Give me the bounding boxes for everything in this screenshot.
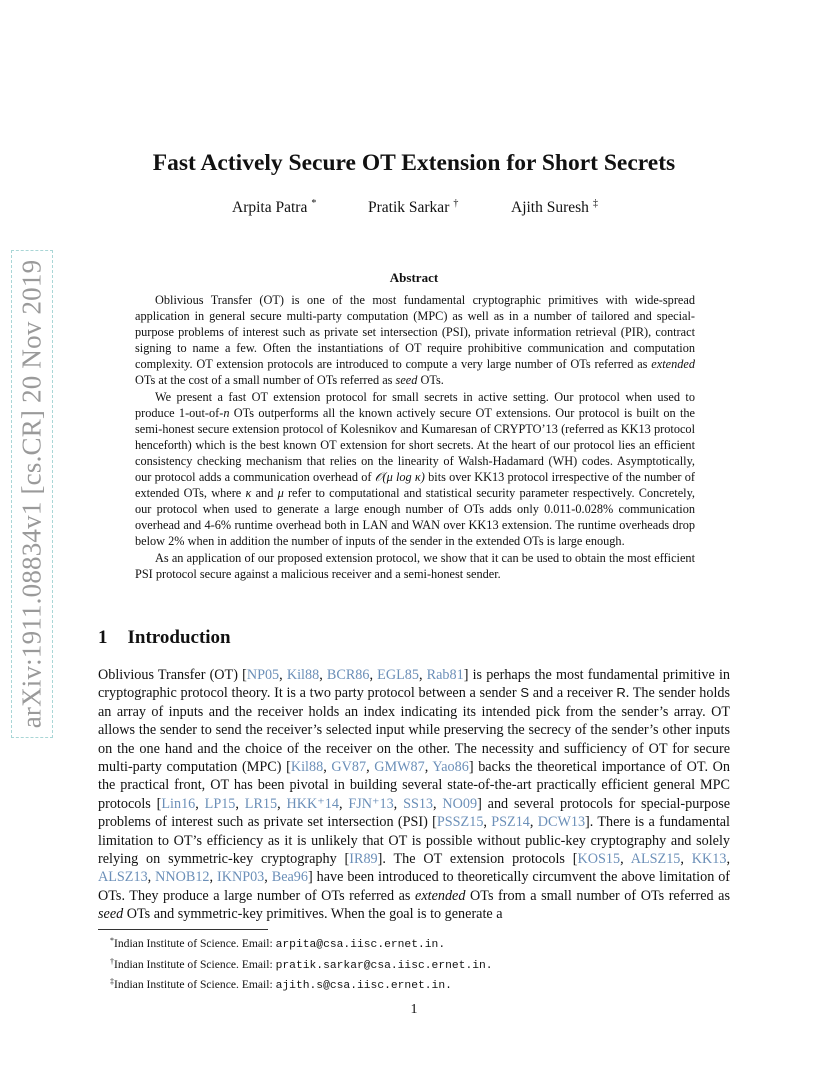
citation-link[interactable]: IR89 bbox=[349, 851, 378, 868]
section-heading bbox=[98, 627, 231, 649]
arxiv-identifier: arXiv:1911.08834v1 [cs.CR] 20 Nov 2019 bbox=[16, 259, 47, 729]
citation-group: PSSZ15, PSZ14, DCW13 bbox=[436, 814, 586, 831]
author-name: Pratik Sarkar bbox=[368, 199, 450, 216]
citation-link[interactable]: Bea96 bbox=[271, 869, 308, 886]
citation-link[interactable]: PSZ14 bbox=[491, 814, 530, 831]
author-footnote-mark: ‡ bbox=[592, 198, 598, 209]
citation-link[interactable]: HKK⁺14 bbox=[286, 795, 339, 812]
citation-link[interactable]: DCW13 bbox=[537, 814, 586, 831]
author bbox=[368, 198, 458, 217]
citation-group: Lin16, LP15, LR15, HKK⁺14, FJN⁺13, SS13, NO09 bbox=[161, 795, 478, 812]
abstract-paragraph: We present a fast OT extension protocol for small secrets in active setting. Our protocol when used to produce 1-out-of-n OTs outperforms all the known actively secure OT extensions. Our protocol is built on the semi-honest secure extension protocol of Kolesnikov and Kumaresan of CRYPTO’13 (referred as KK13 protocol henceforth) which is the best known OT extension for short secrets. At the heart of our protocol lies an efficient consistency checking mechanism that relies on the linearity of Walsh-Hadamard (WH) codes. Asymptotically, our protocol adds a communication overhead of 𝒪(μ log κ) bits over KK13 protocol irrespective of the number of extended OTs, where κ and μ refer to computational and statistical security parameter respectively. Concretely, our protocol when used to generate a large enough number of OTs adds only 0.011-0.028% communication overhead and 4-6% runtime overhead both in LAN and WAN over KK13 extension. The runtime overheads drop below 2% when in addition the number of inputs of the sender in the extended OTs is large enough. bbox=[135, 389, 695, 549]
page-number: 1 bbox=[410, 1002, 418, 1017]
citation-link[interactable]: KK13 bbox=[691, 851, 727, 868]
citation-link[interactable]: ALSZ13 bbox=[98, 869, 148, 886]
author-footnote-mark: * bbox=[311, 198, 317, 209]
abstract-body bbox=[135, 292, 695, 582]
author-name: Arpita Patra bbox=[232, 199, 308, 216]
citation-link[interactable]: Yao86 bbox=[432, 759, 469, 776]
footnotes bbox=[110, 933, 493, 995]
arxiv-stamp bbox=[11, 250, 53, 738]
citation-link[interactable]: NP05 bbox=[246, 667, 280, 683]
citation-link[interactable]: NNOB12 bbox=[155, 869, 210, 886]
citation-link[interactable]: LP15 bbox=[204, 795, 236, 812]
footnote-divider bbox=[98, 929, 268, 930]
citation-link[interactable]: LR15 bbox=[244, 795, 278, 812]
citation-link[interactable]: ALSZ15 bbox=[630, 851, 681, 868]
citation-link[interactable]: Kil88 bbox=[290, 759, 324, 776]
citation-group bbox=[349, 851, 377, 867]
author bbox=[232, 198, 316, 217]
citation-group: KOS15, ALSZ15, KK13, ALSZ13, NNOB12, IKNP03, Bea96 bbox=[98, 851, 731, 886]
citation-link[interactable]: Rab81 bbox=[426, 667, 464, 683]
citation-link[interactable]: PSSZ15 bbox=[436, 814, 484, 831]
footnote: *Indian Institute of Science. Email: arpita@csa.iisc.ernet.in. bbox=[110, 936, 446, 951]
citation-link[interactable]: GV87 bbox=[331, 759, 367, 776]
citation-link[interactable]: BCR86 bbox=[326, 667, 370, 683]
section-number: 1 bbox=[98, 627, 108, 648]
citation-link[interactable]: KOS15 bbox=[577, 851, 621, 868]
citation-group: Kil88, GV87, GMW87, Yao86 bbox=[290, 759, 469, 776]
paper-title: Fast Actively Secure OT Extension for Short Secrets bbox=[152, 150, 676, 176]
author-name: Ajith Suresh bbox=[511, 199, 589, 216]
citation-link[interactable]: Lin16 bbox=[161, 795, 196, 812]
citation-link[interactable]: Kil88 bbox=[286, 667, 320, 683]
author-footnote-mark: † bbox=[453, 198, 459, 209]
citation-link[interactable]: GMW87 bbox=[374, 759, 425, 776]
author bbox=[511, 198, 598, 217]
citation-link[interactable]: IKNP03 bbox=[216, 869, 265, 886]
abstract-heading: Abstract bbox=[389, 270, 439, 285]
citation-link[interactable]: NO09 bbox=[442, 795, 478, 812]
footnote: †Indian Institute of Science. Email: pratik.sarkar@csa.iisc.ernet.in. bbox=[110, 956, 493, 972]
abstract-paragraph: Oblivious Transfer (OT) is one of the most fundamental cryptographic primitives with wide-spread application in general secure multi-party computation (MPC) as well as in a number of tailored and special-purpose problems of interest such as private set intersection (PSI), private information retrieval (PIR), contract signing to name a few. Often the instantiations of OT require prohibitive communication and computation complexity. OT extension protocols are introduced to compute a very large number of OTs referred as extended OTs at the cost of a small number of OTs referred as seed OTs. bbox=[135, 293, 695, 388]
email-address: ajith.s@csa.iisc.ernet.in. bbox=[275, 980, 452, 992]
section-title: Introduction bbox=[127, 627, 231, 648]
introduction-paragraph: Oblivious Transfer (OT) [NP05, Kil88, BCR86, EGL85, Rab81] is perhaps the most fundamental primitive in cryptographic protocol theory. It is a two party protocol between a sender S and a receiver R. The sender holds an array of inputs and the receiver holds an index indicating its intended pick from the sender’s array. OT allows the sender to send the receiver’s selected input while preserving the secrecy of the sender’s other inputs on the one hand and the choice of the receiver on the other. The necessity and sufficiency of OT for secure multi-party computation (MPC) [Kil88, GV87, GMW87, Yao86] backs the theoretical importance of OT. On the practical front, OT has been pivotal in building several state-of-the-art practically efficient general MPC protocols [Lin16, LP15, LR15, HKK⁺14, FJN⁺13, SS13, NO09] and several protocols for special-purpose problems of interest such as private set intersection (PSI) [PSSZ15, PSZ14, DCW13]. There is a fundamental limitation to OT’s efficiency as it is unlikely that OT is possible without public-key cryptography and solely relying on symmetric-key cryptography [IR89]. The OT extension protocols [KOS15, ALSZ15, KK13, ALSZ13, NNOB12, IKNP03, Bea96] have been introduced to theoretically circumvent the above limitation of OTs. They produce a large number of OTs referred as extended OTs from a small number of OTs referred as seed OTs and symmetric-key primitives. When the goal is to generate a bbox=[98, 667, 731, 923]
footnote: ‡Indian Institute of Science. Email: ajith.s@csa.iisc.ernet.in. bbox=[110, 977, 452, 992]
abstract-paragraph: As an application of our proposed extension protocol, we show that it can be used to obtain the most efficient PSI protocol secure against a malicious receiver and a semi-honest sender. bbox=[135, 550, 695, 581]
email-address: pratik.sarkar@csa.iisc.ernet.in. bbox=[275, 959, 493, 972]
citation-group: NP05, Kil88, BCR86, EGL85, Rab81 bbox=[246, 667, 464, 683]
email-address: arpita@csa.iisc.ernet.in. bbox=[275, 939, 446, 951]
citation-link[interactable]: FJN⁺13 bbox=[348, 795, 394, 812]
citation-link[interactable]: EGL85 bbox=[377, 667, 419, 683]
citation-link[interactable]: SS13 bbox=[403, 795, 434, 812]
